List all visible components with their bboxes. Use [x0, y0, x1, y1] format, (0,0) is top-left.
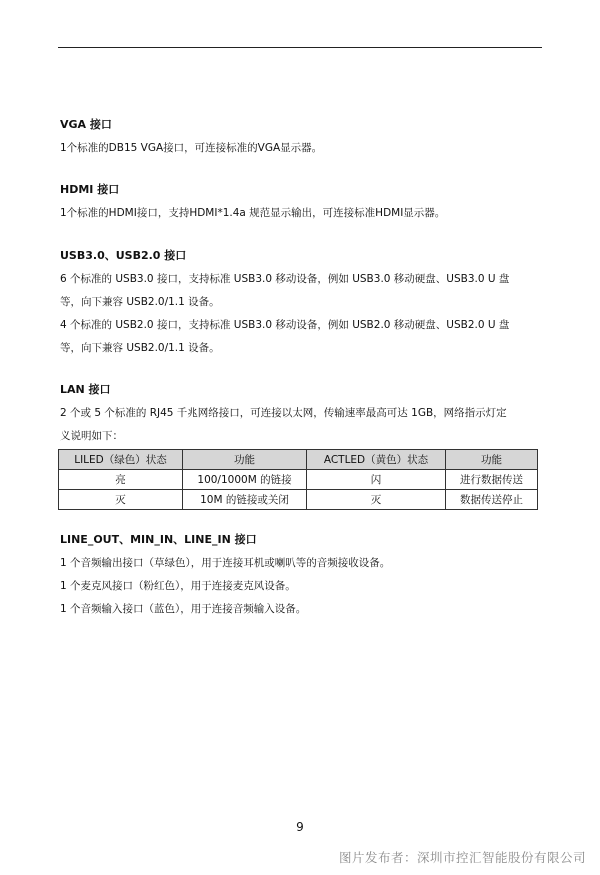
lan-indicator-table [58, 449, 538, 510]
table-row [59, 490, 538, 510]
section-usb [60, 248, 542, 360]
paragraph-line: 1 个音频输出接口（草绿色），用于连接耳机或喇叭等的音频接收设备。 [60, 557, 391, 569]
section-heading: HDMI 接口 [60, 183, 120, 196]
table-cell: 数据传送停止 [446, 490, 538, 510]
paragraph-line: 1 个音频输入接口（蓝色），用于连接音频输入设备。 [60, 603, 307, 615]
table-header-cell: LILED（绿色）状态 [59, 450, 183, 470]
table-cell: 灭 [59, 490, 183, 510]
header-rule [58, 47, 542, 48]
table-cell: 灭 [307, 490, 446, 510]
section-heading: USB3.0、USB2.0 接口 [60, 249, 187, 262]
table-header-cell: 功能 [183, 450, 307, 470]
publisher-watermark: 图片发布者：深圳市控汇智能股份有限公司 [338, 850, 586, 865]
table-cell: 亮 [59, 470, 183, 490]
paragraph-line: 6 个标准的 USB3.0 接口，支持标准 USB3.0 移动设备，例如 USB3.0 移动硬盘、USB3.0 U 盘 [60, 273, 510, 285]
table-cell: 100/1000M 的链接 [183, 470, 307, 490]
page-number: 9 [296, 820, 304, 834]
table-cell: 闪 [307, 470, 446, 490]
paragraph-line: 1 个麦克风接口（粉红色），用于连接麦克风设备。 [60, 580, 296, 592]
section-lan [60, 382, 542, 448]
paragraph-line: 2 个或 5 个标准的 RJ45 千兆网络接口，可连接以太网，传输速率最高可达 1GB，网络指示灯定 [60, 407, 507, 419]
section-vga [60, 117, 542, 160]
table-row [59, 470, 538, 490]
paragraph-line: 义说明如下： [60, 430, 123, 442]
section-heading: LINE_OUT、MIN_IN、LINE_IN 接口 [60, 533, 257, 546]
paragraph-line: 1个标准的DB15 VGA接口，可连接标准的VGA显示器。 [60, 142, 323, 154]
table-header-row [59, 450, 538, 470]
table-header-cell: ACTLED（黄色）状态 [307, 450, 446, 470]
paragraph-line: 4 个标准的 USB2.0 接口，支持标准 USB3.0 移动设备，例如 USB2.0 移动硬盘、USB2.0 U 盘 [60, 319, 510, 331]
paragraph-line: 等，向下兼容 USB2.0/1.1 设备。 [60, 342, 220, 354]
table-cell: 进行数据传送 [446, 470, 538, 490]
paragraph-line: 等，向下兼容 USB2.0/1.1 设备。 [60, 296, 220, 308]
table-header-cell: 功能 [446, 450, 538, 470]
section-heading: LAN 接口 [60, 383, 111, 396]
section-heading: VGA 接口 [60, 118, 112, 131]
table-cell: 10M 的链接或关闭 [183, 490, 307, 510]
section-audio [60, 532, 542, 621]
paragraph-line: 1个标准的HDMI接口，支持HDMI*1.4a 规范显示输出，可连接标准HDMI显示器。 [60, 207, 446, 219]
section-hdmi [60, 182, 542, 225]
